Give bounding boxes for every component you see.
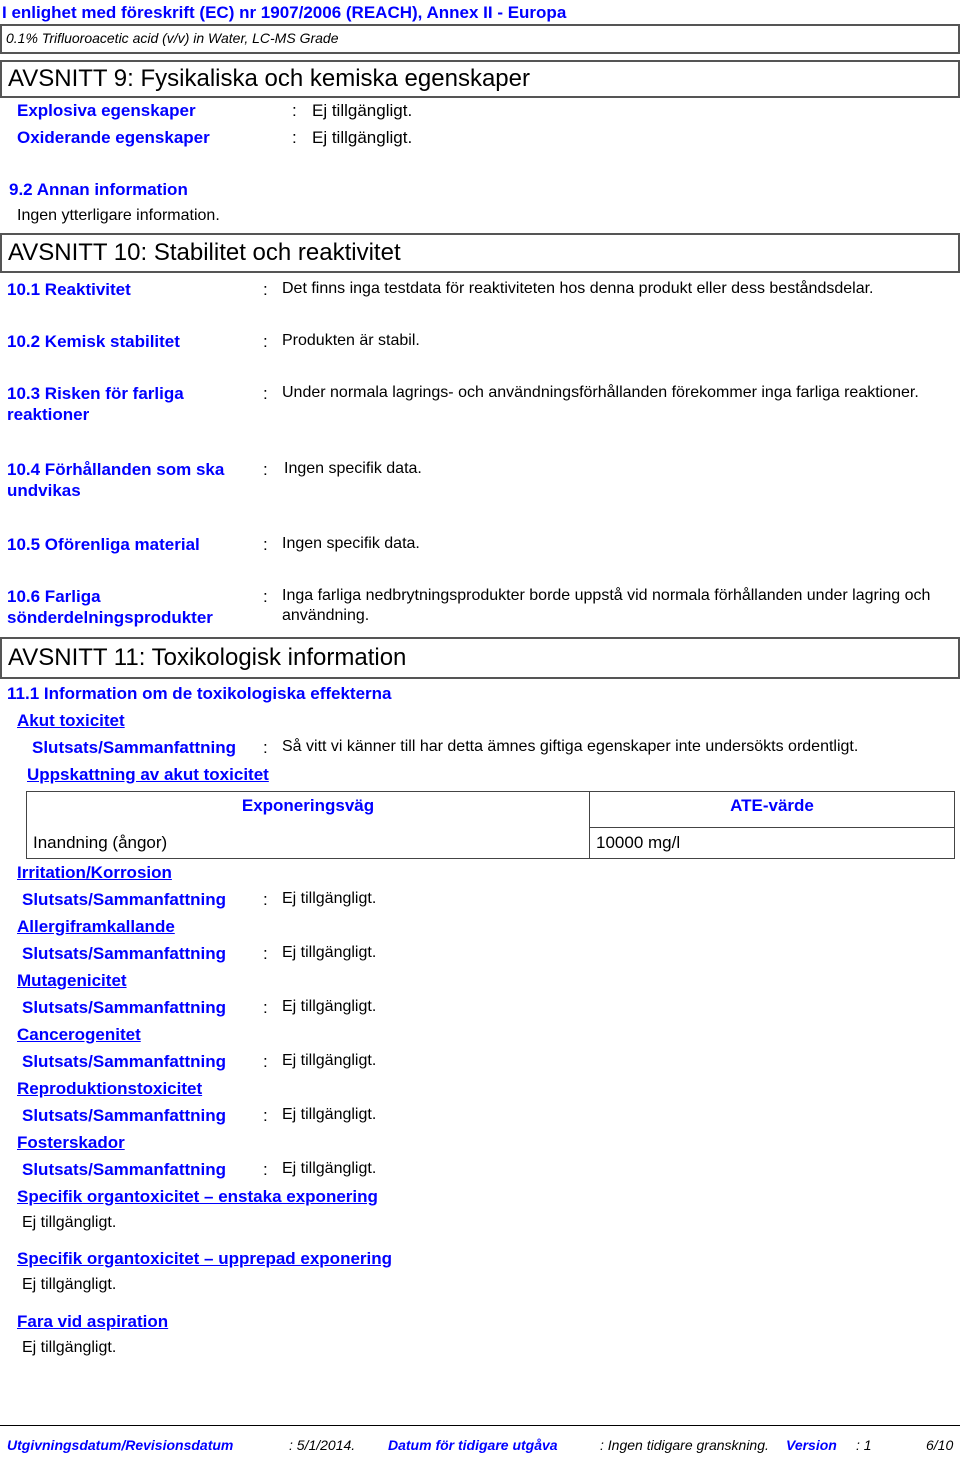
effect-heading-teratogenicity: Fosterskador: [17, 1133, 125, 1152]
effect-conclusion-label: Slutsats/Sammanfattning: [22, 944, 227, 963]
oxidizing-label: Oxiderande egenskaper: [17, 128, 210, 147]
section-11-heading: AVSNITT 11: Toxikologisk information: [8, 644, 407, 671]
stot-single-value: Ej tillgängligt.: [22, 1214, 117, 1231]
aspiration-value: Ej tillgängligt.: [22, 1339, 117, 1356]
aspiration-heading: Fara vid aspiration: [17, 1312, 169, 1331]
colon: :: [263, 890, 268, 909]
effect-conclusion-label: Slutsats/Sammanfattning: [22, 890, 227, 909]
colon: :: [263, 332, 268, 351]
colon: :: [263, 535, 268, 554]
section-11-heading-bar: [0, 637, 960, 679]
explosive-label: Explosiva egenskaper: [17, 101, 196, 120]
colon: :: [263, 1160, 268, 1179]
colon: :: [263, 280, 268, 299]
table-header-ate: ATE-värde: [590, 792, 955, 828]
acute-conclusion-value: Så vitt vi känner till har detta ämnes giftiga egenskaper inte undersökts ordentligt.: [282, 738, 859, 755]
section-9-heading: AVSNITT 9: Fysikaliska och kemiska egenskaper: [8, 65, 530, 92]
acute-conclusion-label: Slutsats/Sammanfattning: [32, 738, 237, 757]
colon: :: [263, 1052, 268, 1071]
table-header-route: Exponeringsväg: [27, 792, 590, 828]
table-cell-ate: 10000 mg/l: [590, 828, 955, 859]
document-title: I enlighet med föreskrift (EC) nr 1907/2006 (REACH), Annex II - Europa: [2, 3, 567, 22]
effect-conclusion-value: Ej tillgängligt.: [282, 890, 377, 907]
footer-previous-label: Datum för tidigare utgåva: [388, 1437, 558, 1453]
footer-issue-label: Utgivningsdatum/Revisionsdatum: [7, 1437, 234, 1453]
product-name-box: [0, 24, 960, 54]
colon: :: [263, 944, 268, 963]
colon: :: [292, 101, 297, 120]
acute-toxicity-heading: Akut toxicitet: [17, 711, 125, 730]
incompatible-materials-value: Ingen specifik data.: [282, 535, 420, 552]
stot-single-heading: Specifik organtoxicitet – enstaka exponering: [17, 1187, 378, 1206]
footer-version-label: Version: [786, 1437, 837, 1453]
colon: :: [292, 128, 297, 147]
decomposition-products-value: Inga farliga nedbrytningsprodukter borde uppstå vid normala förhållanden under lagring och användning.: [282, 587, 931, 624]
effect-conclusion-label: Slutsats/Sammanfattning: [22, 1160, 227, 1179]
colon: :: [263, 738, 268, 757]
colon: :: [263, 998, 268, 1017]
effect-heading-sensitization: Allergiframkallande: [17, 917, 175, 936]
page-footer: [0, 1425, 960, 1453]
colon: :: [263, 1106, 268, 1125]
table-row: [27, 828, 955, 859]
ate-table: [26, 791, 955, 859]
product-name: 0.1% Trifluoroacetic acid (v/v) in Water, LC-MS Grade: [6, 30, 339, 46]
effect-conclusion-value: Ej tillgängligt.: [282, 944, 377, 961]
effect-heading-irritation: Irritation/Korrosion: [17, 863, 172, 882]
effect-conclusion-label: Slutsats/Sammanfattning: [22, 1106, 227, 1125]
table-header-row: [27, 792, 955, 828]
other-info-text: Ingen ytterligare information.: [17, 207, 220, 224]
effect-conclusion-value: Ej tillgängligt.: [282, 1160, 377, 1177]
section-10-heading: AVSNITT 10: Stabilitet och reaktivitet: [8, 239, 401, 266]
stot-repeat-heading: Specifik organtoxicitet – upprepad exponering: [17, 1249, 393, 1268]
acute-estimate-heading: Uppskattning av akut toxicitet: [27, 765, 269, 784]
incompatible-materials-label: 10.5 Oförenliga material: [7, 535, 200, 554]
hazardous-reactions-label: 10.3 Risken för farliga reaktioner: [7, 384, 184, 424]
hazardous-reactions-value: Under normala lagrings- och användningsförhållanden förekommer inga farliga reaktioner.: [282, 384, 919, 401]
chemical-stability-value: Produkten är stabil.: [282, 332, 420, 349]
reactivity-value: Det finns inga testdata för reaktiviteten hos denna produkt eller dess beståndsdelar.: [282, 280, 874, 297]
effect-conclusion-label: Slutsats/Sammanfattning: [22, 998, 227, 1017]
decomposition-products-label: 10.6 Farliga sönderdelningsprodukter: [7, 587, 213, 627]
other-info-heading: 9.2 Annan information: [9, 180, 188, 199]
colon: :: [263, 587, 268, 606]
footer-issue-value: : 5/1/2014.: [289, 1437, 356, 1453]
colon: :: [263, 460, 268, 479]
toxicological-effects-heading: 11.1 Information om de toxikologiska effekterna: [7, 684, 392, 703]
reactivity-label: 10.1 Reaktivitet: [7, 280, 131, 299]
explosive-value: Ej tillgängligt.: [312, 101, 413, 120]
effect-conclusion-value: Ej tillgängligt.: [282, 1106, 377, 1123]
conditions-to-avoid-value: Ingen specifik data.: [284, 460, 422, 477]
section-9-heading-bar: [0, 60, 960, 98]
effect-heading-mutagenicity: Mutagenicitet: [17, 971, 127, 990]
footer-previous-value: : Ingen tidigare granskning.: [600, 1437, 769, 1453]
oxidizing-value: Ej tillgängligt.: [312, 128, 413, 147]
colon: :: [263, 384, 268, 403]
effect-heading-reproductive: Reproduktionstoxicitet: [17, 1079, 203, 1098]
chemical-stability-label: 10.2 Kemisk stabilitet: [7, 332, 180, 351]
conditions-to-avoid-label: 10.4 Förhållanden som ska undvikas: [7, 460, 225, 500]
effect-heading-carcinogenicity: Cancerogenitet: [17, 1025, 141, 1044]
effect-conclusion-label: Slutsats/Sammanfattning: [22, 1052, 227, 1071]
section-10-heading-bar: [0, 233, 960, 273]
table-cell-route: Inandning (ångor): [27, 828, 590, 859]
stot-repeat-value: Ej tillgängligt.: [22, 1276, 117, 1293]
effect-conclusion-value: Ej tillgängligt.: [282, 1052, 377, 1069]
footer-version-value: : 1: [856, 1437, 872, 1453]
effect-conclusion-value: Ej tillgängligt.: [282, 998, 377, 1015]
page-number: 6/10: [926, 1437, 954, 1453]
